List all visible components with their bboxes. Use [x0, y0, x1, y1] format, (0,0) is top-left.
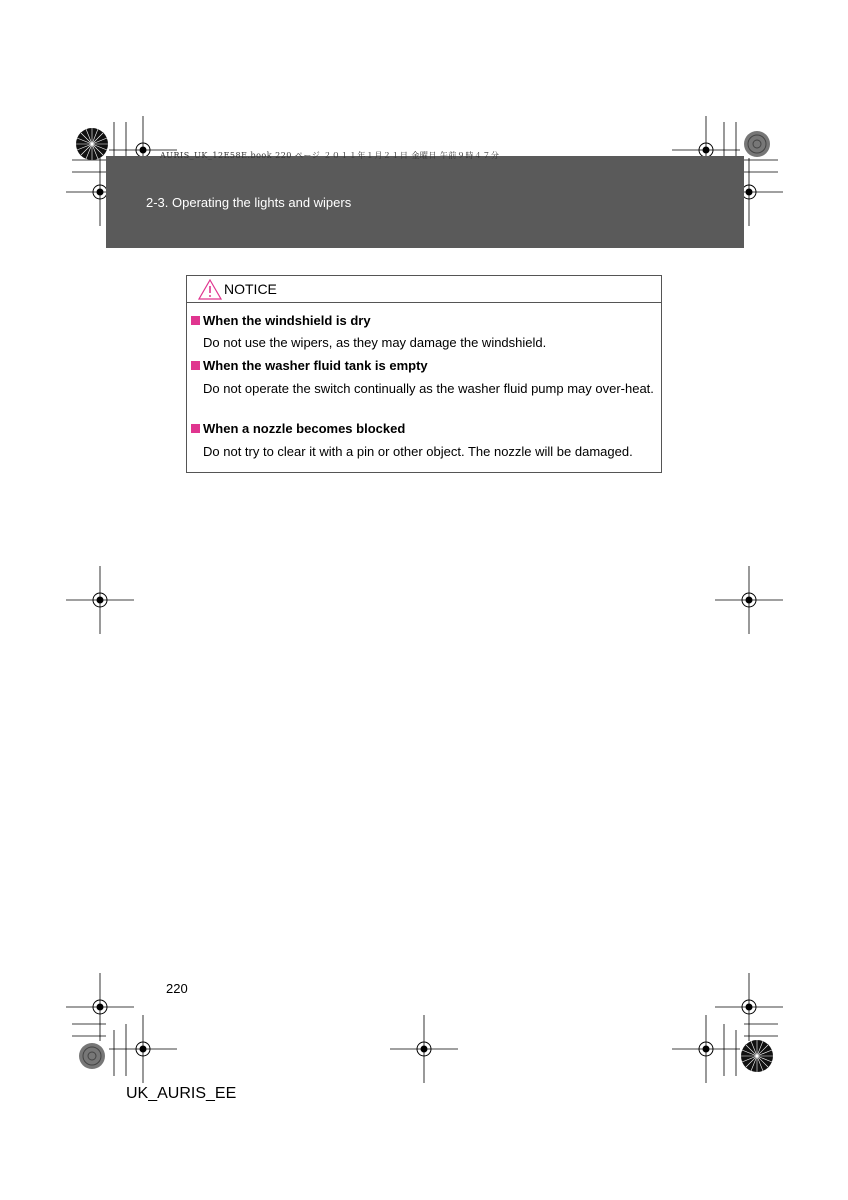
bullet-square-icon — [191, 316, 200, 325]
bullet-square-icon — [191, 361, 200, 370]
notice-item-heading: When a nozzle becomes blocked — [191, 421, 405, 436]
notice-header — [187, 276, 661, 303]
page-number: 220 — [166, 981, 188, 996]
notice-item-body: Do not use the wipers, as they may damage the windshield. — [203, 335, 547, 350]
bullet-square-icon — [191, 424, 200, 433]
warning-triangle-icon — [198, 279, 222, 300]
notice-item-heading: When the washer fluid tank is empty — [191, 358, 428, 373]
notice-item-body: Do not operate the switch continually as the washer fluid pump may over-heat. — [203, 381, 654, 396]
notice-item-body: Do not try to clear it with a pin or other object. The nozzle will be damaged. — [203, 444, 633, 459]
notice-label: NOTICE — [224, 281, 277, 297]
footer-code: UK_AURIS_EE — [126, 1085, 237, 1102]
notice-box — [186, 275, 662, 473]
print-metadata: AURIS_UK_12E58E.book 220 ページ ２０１１年１月２１日 金曜日 午前９時４７分 — [160, 151, 500, 160]
notice-item-heading: When the windshield is dry — [191, 313, 371, 328]
section-title: 2-3. Operating the lights and wipers — [146, 195, 352, 210]
